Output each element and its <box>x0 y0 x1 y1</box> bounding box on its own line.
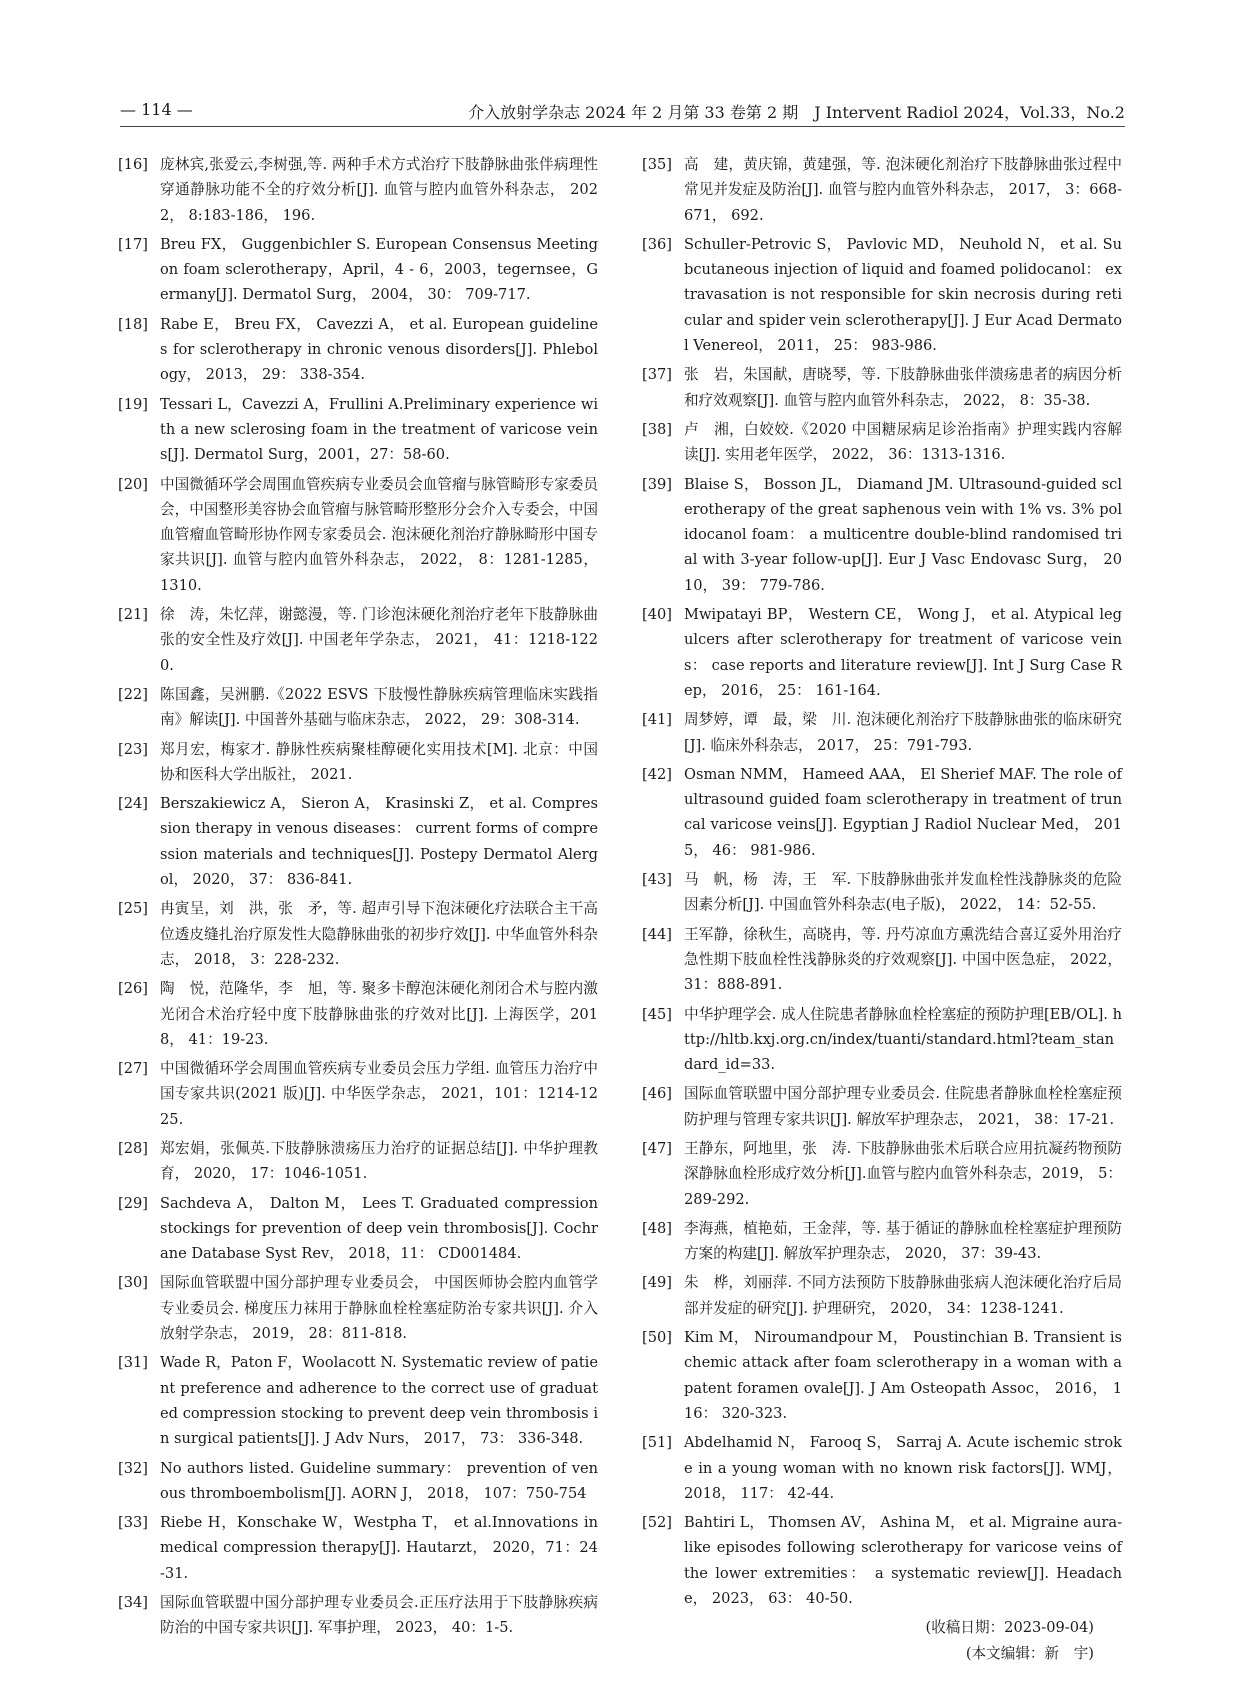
reference-number: [50] <box>642 1329 672 1347</box>
reference-number: [17] <box>118 235 148 253</box>
reference-item <box>118 152 598 228</box>
reference-item <box>118 1590 598 1641</box>
reference-text: 王静东，阿地里，张 涛. 下肢静脉曲张术后联合应用抗凝药物预防深静脉血栓形成疗效分析[J].血管与腔内血管外科杂志，2019， 5：289-292. <box>684 1139 1122 1208</box>
reference-text: Breu FX， Guggenbichler S. European Consensus Meeting on foam sclerotherapy，April，4 - 6，2003，tegernsee，Germany[J]. Dermatol Surg， 2004， 30： 709-717. <box>160 235 598 304</box>
reference-text: 中华护理学会. 成人住院患者静脉血栓栓塞症的预防护理[EB/OL]. http://hltb.kxj.org.cn/index/tuanti/standard.html?team_standard_id=33. <box>684 1005 1122 1074</box>
reference-number: [24] <box>118 795 148 813</box>
references-right-list <box>642 152 1122 1611</box>
reference-number: [49] <box>642 1274 672 1292</box>
reference-text: Berszakiewicz A， Sieron A， Krasinski Z， et al. Compression therapy in venous diseases： current forms of compression materials and techniques[J]. Postepy Dermatol Alergol， 2020， 37： 836-841. <box>160 795 598 889</box>
reference-text: 高 建，黄庆锦，黄建强，等. 泡沫硬化剂治疗下肢静脉曲张过程中常见并发症及防治[J]. 血管与腔内血管外科杂志， 2017， 3：668-671， 692. <box>684 156 1122 224</box>
reference-item <box>118 232 598 308</box>
reference-item <box>118 896 598 972</box>
reference-text: Tessari L，Cavezzi A，Frullini A.Preliminary experience with a new sclerosing foam in the treatment of varicose veins[J]. Dermatol Surg，2001，27：58-60. <box>160 395 598 464</box>
reference-text: 周梦婷，谭 最，梁 川. 泡沫硬化剂治疗下肢静脉曲张的临床研究[J]. 临床外科杂志， 2017， 25：791-793. <box>684 711 1122 754</box>
reference-item <box>118 737 598 788</box>
reference-item <box>642 152 1122 228</box>
journal-citation-line: 介入放射学杂志 2024 年 2 月第 33 卷第 2 期 J Intervent Radiol 2024，Vol.33，No.2 <box>468 103 1125 122</box>
reference-number: [40] <box>642 606 672 624</box>
reference-item <box>642 602 1122 703</box>
reference-text: Sachdeva A， Dalton M， Lees T. Graduated compression stockings for prevention of deep vein thrombosis[J]. Cochrane Database Syst Rev， 2018，11： CD001484. <box>160 1194 598 1263</box>
reference-item <box>118 791 598 892</box>
reference-item <box>118 1056 598 1132</box>
reference-number: [48] <box>642 1219 672 1237</box>
reference-number: [41] <box>642 711 672 729</box>
reference-text: 郑月宏，梅家才. 静脉性疾病聚桂醇硬化实用技术[M]. 北京：中国协和医科大学出版社， 2021. <box>160 740 598 783</box>
reference-number: [51] <box>642 1434 672 1452</box>
reference-text: 王军静，徐秋生，高晓冉，等. 丹芍凉血方熏洗结合喜辽妥外用治疗急性期下肢血栓性浅静脉炎的疗效观察[J]. 中国中医急症， 2022， 31：888-891. <box>684 925 1122 994</box>
reference-number: [22] <box>118 685 148 703</box>
reference-number: [33] <box>118 1514 148 1532</box>
reference-number: [16] <box>118 156 148 173</box>
reference-number: [28] <box>118 1139 148 1157</box>
reference-text: 国际血管联盟中国分部护理专业委员会.正压疗法用于下肢静脉疾病防治的中国专家共识[J]. 军事护理， 2023， 40：1-5. <box>160 1594 598 1637</box>
reference-item <box>118 1350 598 1451</box>
reference-item <box>642 362 1122 413</box>
reference-text: 马 帆，杨 涛，王 军. 下肢静脉曲张并发血栓性浅静脉炎的危险因素分析[J]. 中国血管外科杂志(电子版)， 2022， 14：52-55. <box>684 871 1122 914</box>
reference-item <box>642 472 1122 598</box>
reference-item <box>642 1002 1122 1078</box>
reference-number: [36] <box>642 235 672 253</box>
reference-text: 郑宏娟，张佩英.下肢静脉溃疡压力治疗的证据总结[J]. 中华护理教育， 2020， 17：1046-1051. <box>160 1139 598 1183</box>
reference-text: 李海燕，植艳茹，王金萍，等. 基于循证的静脉血栓栓塞症护理预防方案的构建[J]. 解放军护理杂志， 2020， 37：39-43. <box>684 1219 1122 1263</box>
reference-number: [45] <box>642 1005 672 1023</box>
reference-item <box>118 682 598 733</box>
running-header <box>120 96 1125 122</box>
reference-item <box>118 1456 598 1507</box>
reference-text: Bahtiri L， Thomsen AV， Ashina M， et al. Migraine aura-like episodes following sclerotherapy for varicose veins of the lower extremities： a systematic review[J]. Headache， 2023， 63： 40-50. <box>684 1514 1122 1608</box>
reference-text: Riebe H，Konschake W，Westpha T， et al.Innovations in medical compression therapy[J]. Hautarzt， 2020，71：24-31. <box>160 1514 598 1582</box>
reference-number: [37] <box>642 366 672 384</box>
reference-number: [52] <box>642 1514 672 1532</box>
editor-note: (本文编辑：新 宇) <box>965 1644 1094 1662</box>
reference-item <box>642 417 1122 468</box>
reference-number: [43] <box>642 871 672 889</box>
reference-number: [21] <box>118 606 148 624</box>
reference-number: [35] <box>642 156 672 173</box>
page-number: — 114 — <box>120 100 193 119</box>
reference-item <box>642 762 1122 863</box>
reference-number: [25] <box>118 900 148 918</box>
received-date: (收稿日期：2023-09-04) <box>925 1619 1094 1637</box>
reference-text: Wade R，Paton F，Woolacott N. Systematic review of patient preference and adherence to the correct use of graduated compression stocking to prevent deep vein thrombosis in surgical patients[J]. J Adv Nurs， 2017， 73： 336-348. <box>160 1354 598 1448</box>
reference-text: 徐 涛，朱忆萍，谢懿漫，等. 门诊泡沫硬化剂治疗老年下肢静脉曲张的安全性及疗效[J]. 中国老年学杂志， 2021， 41：1218-1220. <box>160 606 598 674</box>
reference-item <box>118 602 598 678</box>
reference-item <box>642 867 1122 918</box>
reference-text: Schuller-Petrovic S， Pavlovic MD， Neuhold N， et al. Subcutaneous injection of liquid and foamed polidocanol： extravasation is not responsible for skin necrosis during reticular and spider vein sclerotherapy[J]. J Eur Acad Dermatol Venereol， 2011， 25： 983-986. <box>684 235 1122 355</box>
reference-number: [46] <box>642 1085 672 1103</box>
reference-text: Rabe E， Breu FX， Cavezzi A， et al. European guidelines for sclerotherapy in chronic venous disorders[J]. Phlebology， 2013， 29： 338-354. <box>160 315 598 384</box>
reference-text: No authors listed. Guideline summary： prevention of venous thromboembolism[J]. AORN J， 2018， 107：750-754 <box>160 1459 598 1502</box>
reference-text: Mwipatayi BP， Western CE， Wong J， et al. Atypical leg ulcers after sclerotherapy for treatment of varicose veins： case reports and literature review[J]. Int J Surg Case Rep， 2016， 25： 161-164. <box>684 606 1122 699</box>
reference-item <box>642 1325 1122 1426</box>
reference-text: 冉寅呈，刘 洪，张 矛，等. 超声引导下泡沫硬化疗法联合主干高位透皮缝扎治疗原发性大隐静脉曲张的初步疗效[J]. 中华血管外科杂志， 2018， 3：228-232. <box>160 900 598 968</box>
reference-item <box>642 1430 1122 1506</box>
reference-number: [19] <box>118 395 148 413</box>
reference-number: [44] <box>642 925 672 943</box>
reference-item <box>642 1510 1122 1611</box>
reference-text: 陶 悦，范隆华，李 旭，等. 聚多卡醇泡沫硬化剂闭合术与腔内激光闭合术治疗轻中度下肢静脉曲张的疗效对比[J]. 上海医学，2018， 41：19-23. <box>160 980 598 1048</box>
reference-number: [34] <box>118 1594 148 1612</box>
reference-item <box>118 1191 598 1267</box>
reference-text: 中国微循环学会周围血管疾病专业委员会血管瘤与脉管畸形专家委员会，中国整形美容协会血管瘤与脉管畸形整形分会介入专委会，中国血管瘤血管畸形协作网专家委员会. 泡沫硬化剂治疗静脉畸形中国专家共识[J]. 血管与腔内血管外科杂志， 2022， 8：1281-1285， 1310. <box>160 475 598 594</box>
header-rule <box>120 126 1125 127</box>
reference-item <box>642 1081 1122 1132</box>
reference-item <box>118 976 598 1052</box>
reference-text: 国际血管联盟中国分部护理专业委员会. 住院患者静脉血栓栓塞症预防护理与管理专家共识[J]. 解放军护理杂志， 2021， 38：17-21. <box>684 1085 1122 1128</box>
reference-number: [39] <box>642 475 672 493</box>
reference-item <box>118 392 598 468</box>
reference-item <box>118 1136 598 1187</box>
references-right-column <box>642 152 1122 1666</box>
reference-text: Osman NMM， Hameed AAA， El Sherief MAF. The role of ultrasound guided foam sclerotherapy in treatment of truncal varicose veins[J]. Egyptian J Radiol Nuclear Med， 2015， 46： 981-986. <box>684 765 1122 859</box>
reference-number: [23] <box>118 740 148 758</box>
reference-text: 卢 湘，白姣姣.《2020 中国糖尿病足诊治指南》护理实践内容解读[J]. 实用老年医学， 2022， 36：1313-1316. <box>684 420 1122 464</box>
reference-item <box>642 922 1122 998</box>
reference-text: 朱 桦，刘丽萍. 不同方法预防下肢静脉曲张病人泡沫硬化治疗后局部并发症的研究[J]. 护理研究， 2020， 34：1238-1241. <box>684 1274 1122 1317</box>
reference-number: [47] <box>642 1139 672 1157</box>
reference-number: [18] <box>118 315 148 333</box>
reference-number: [38] <box>642 420 672 438</box>
reference-text: Kim M， Niroumandpour M， Poustinchian B. Transient ischemic attack after foam sclerotherapy in a woman with a patent foramen ovale[J]. J Am Osteopath Assoc， 2016， 116： 320-323. <box>684 1329 1122 1422</box>
reference-item <box>118 1510 598 1586</box>
reference-item <box>642 1136 1122 1212</box>
reference-text: Abdelhamid N， Farooq S， Sarraj A. Acute ischemic stroke in a young woman with no known risk factors[J]. WMJ， 2018， 117： 42-44. <box>684 1434 1122 1502</box>
reference-item <box>118 472 598 598</box>
reference-number: [27] <box>118 1060 148 1078</box>
reference-item <box>642 707 1122 758</box>
reference-item <box>642 232 1122 358</box>
reference-number: [42] <box>642 765 672 783</box>
reference-text: 庞林宾,张爱云,李树强,等. 两种手术方式治疗下肢静脉曲张伴病理性穿通静脉功能不全的疗效分析[J]. 血管与腔内血管外科杂志， 2022， 8:183-186， 196. <box>160 156 598 224</box>
reference-number: [32] <box>118 1459 148 1477</box>
reference-text: 国际血管联盟中国分部护理专业委员会， 中国医师协会腔内血管学专业委员会. 梯度压力袜用于静脉血栓栓塞症防治专家共识[J]. 介入放射学杂志， 2019， 28：811-818. <box>160 1274 598 1343</box>
reference-item <box>642 1216 1122 1267</box>
reference-number: [26] <box>118 980 148 998</box>
reference-item <box>118 1270 598 1346</box>
reference-number: [30] <box>118 1274 148 1292</box>
reference-text: 陈国鑫，吴洲鹏.《2022 ESVS 下肢慢性静脉疾病管理临床实践指南》解读[J]. 中国普外基础与临床杂志， 2022， 29：308-314. <box>160 685 598 729</box>
reference-text: Blaise S， Bosson JL， Diamand JM. Ultrasound-guided sclerotherapy of the great saphenous vein with 1% vs. 3% polidocanol foam： a multicentre double-blind randomised trial with 3-year follow-up[J]. Eur J Vasc Endovasc Surg， 2010， 39： 779-786. <box>684 475 1122 594</box>
reference-text: 中国微循环学会周围血管疾病专业委员会压力学组. 血管压力治疗中国专家共识(2021 版)[J]. 中华医学杂志， 2021，101：1214-1225. <box>160 1060 598 1128</box>
reference-number: [20] <box>118 475 148 493</box>
reference-item <box>118 312 598 388</box>
reference-item <box>642 1270 1122 1321</box>
references-left-column <box>118 152 598 1645</box>
reference-text: 张 岩，朱国献，唐晓琴，等. 下肢静脉曲张伴溃疡患者的病因分析和疗效观察[J]. 血管与腔内血管外科杂志， 2022， 8：35-38. <box>684 366 1122 409</box>
reference-number: [31] <box>118 1354 148 1372</box>
reference-number: [29] <box>118 1194 148 1212</box>
